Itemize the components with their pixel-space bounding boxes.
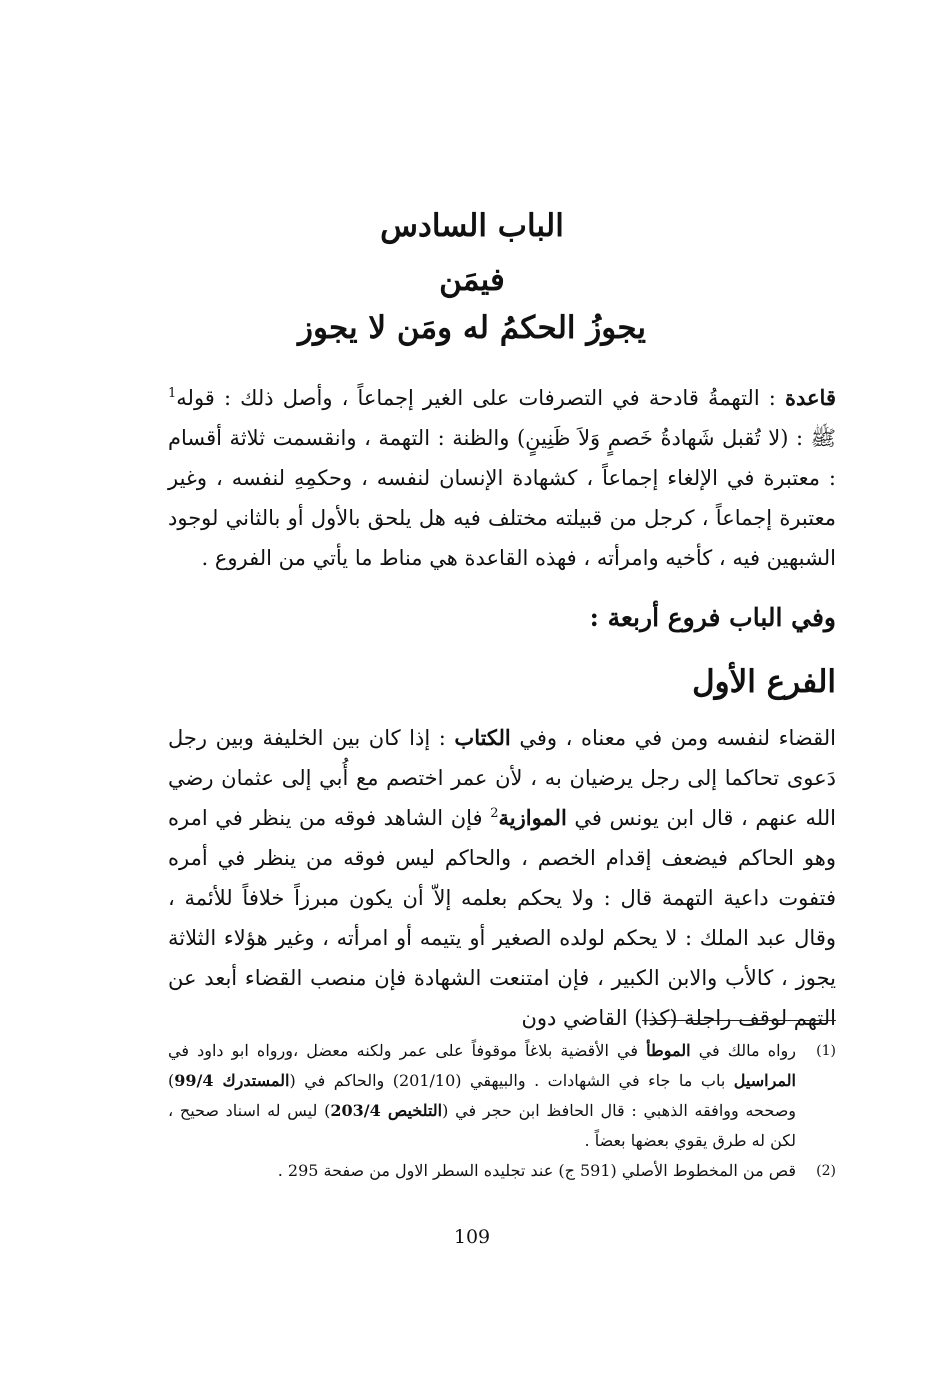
intro-paragraph (168, 378, 836, 578)
chapter-subtitle: فيمَن (439, 262, 505, 298)
section1-part1: القضاء لنفسه ومن في معناه ، وفي (510, 726, 836, 750)
footnote-marker-2[interactable]: 2 (490, 806, 499, 821)
branches-heading: وفي الباب فروع أربعة : (589, 603, 836, 632)
footnote-1-muwatta: الموطأ (646, 1041, 691, 1060)
chapter-title: الباب السادس (380, 208, 564, 244)
rule-text-part1: : التهمةُ قادحة في التصرفات على الغير إجماعاً ، وأصل ذلك : قوله (176, 386, 785, 410)
rule-text-part2: ﷺ : (لا تُقبل شَهادةُ خَصمٍ وَلاَ ظَنِينٍ) والظنة : التهمة ، وانقسمت ثلاثة أقسام : معتبرة في الإلغاء إجماعاً ، كشهادة الإنسان لنفسه ، وحكمِهِ لنفسه ، وغير معتبرة إجماعاً ، كرجل من قبيلته مختلف فيه هل يلحق بالأول أو بالثاني لوجود الشبهين فيه ، كأخيه وامرأته ، فهذه القاعدة هي مناط ما يأتي من الفروع . (168, 426, 836, 570)
footnote-divider (642, 1020, 836, 1021)
footnote-text: قص من المخطوط الأصلي (591 ج) عند تجليده السطر الاول من صفحة 295 . (277, 1161, 796, 1180)
first-branch-text (168, 718, 836, 1038)
footnote-1-marasil: المراسيل (733, 1071, 796, 1090)
footnote-1-pre: رواه مالك في (690, 1041, 797, 1060)
footnote-1-mid2: باب ما جاء في الشهادات . والبيهقي (201/10) والحاكم في ( (289, 1071, 734, 1090)
rule-text (168, 378, 836, 578)
footnote-number: (1) (816, 1043, 836, 1059)
page-number: 109 (453, 1226, 491, 1248)
footnote-text (168, 1036, 796, 1156)
section1-part2: : إذا كان بين الخليفة وبين رجل دَعوى تحاكما إلى رجل يرضيان به ، لأن عمر اختصم مع أُبي إلى عثمان رضي الله عنهم ، قال ابن يونس في (168, 726, 836, 830)
section1-part3: فإن الشاهد فوقه من ينظر في امره وهو الحاكم فيضعف إقدام الخصم ، والحاكم ليس فوقه من ينظر في أمره فتفوت داعية التهمة قال : ولا يحكم بعلمه إلاّ أن يكون مبرزاً خلافاً للأئمة ، وقال عبد الملك : لا يحكم لولده الصغير أو يتيمه أو امرأته ، وغير هؤلاء الثلاثة يجوز ، كالأب والابن الكبير ، فإن امتنعت الشهادة فإن منصب القضاء أبعد عن التهم لوقف راجلة (كذا) القاضي دون (168, 806, 836, 1030)
chapter-subtitle-line2: يجوزُ الحكمُ له ومَن لا يجوز (298, 310, 646, 346)
rule-label: قاعدة (785, 385, 836, 410)
footnote-1-mid1: في الأقضية بلاغاً موقوفاً على عمر ولكنه معضل ،ورواه ابو داود في (168, 1041, 647, 1060)
book-label: الكتاب (454, 725, 511, 750)
footnote-1-post: ) ليس له اسناد صحيح ، لكن له طرق يقوي بعضها بعضاً . (168, 1101, 796, 1150)
first-branch-paragraph (168, 718, 836, 1038)
footnote-1-mustadrak: المستدرك 99/4 (174, 1071, 290, 1090)
footnote-1-talkhis: التلخيص 203/4 (330, 1101, 443, 1120)
mawaziya-label: الموازية (498, 805, 567, 830)
footnotes-section (168, 1036, 836, 1186)
footnote-1-mid3: ) وصححه ووافقه الذهبي : قال الحافظ ابن حجر في ( (168, 1071, 797, 1120)
footnote-2 (168, 1156, 836, 1186)
footnote-1 (168, 1036, 836, 1156)
footnote-marker-1[interactable]: 1 (168, 386, 177, 401)
first-branch-heading: الفرع الأول (692, 664, 836, 700)
footnote-number: (2) (816, 1163, 836, 1179)
